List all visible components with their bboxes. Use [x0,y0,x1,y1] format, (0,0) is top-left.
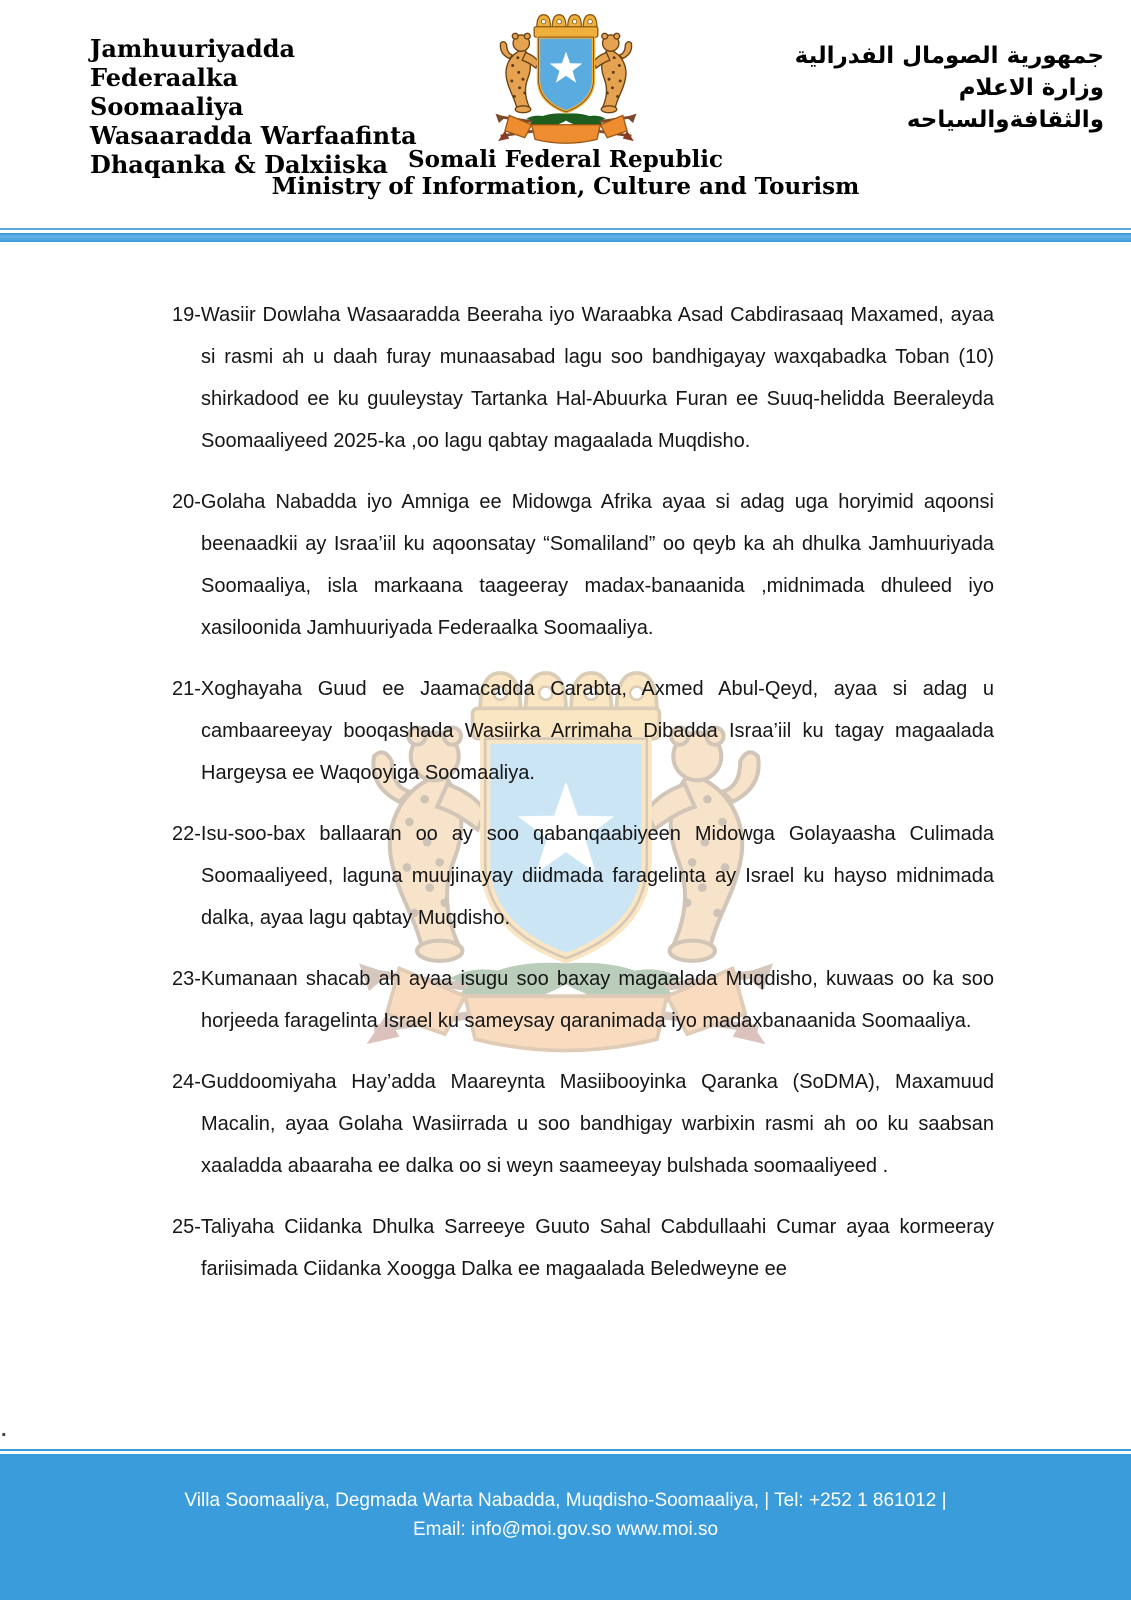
body-paragraph [172,958,994,1042]
arabic-line: والثقافةوالسياحه [906,107,1104,133]
paragraph-number: 23- [172,968,201,990]
paragraph-text: Wasiir Dowlaha Wasaaradda Beeraha iyo Waraabka Asad Cabdirasaaq Maxamed, ayaa si rasmi ah u daah furay munaasabad lagu soo bandhigayay waxqabadka Toban (10) shirkadood ee ku guuleystay Tartanka Hal-Abuurka Furan ee Suuq-helidda Beeraleyda Soomaaliyeed 2025-ka ,oo lagu qabtay magaalada Muqdisho. [200,304,994,452]
arabic-line: وزارة الاعلام [958,75,1104,101]
ministry-name-arabic [704,40,1104,136]
footer-divider-line [0,1449,1131,1451]
body-paragraph [172,481,994,649]
somalia-coat-of-arms-emblem [480,10,652,157]
ministry-name-line: Dhaqanka & Dalxiiska [90,150,388,179]
ministry-name-line: Jamhuuriyadda Federaalka [90,34,296,92]
paragraph-number: 19- [172,304,201,326]
paragraph-number: 24- [172,1071,201,1093]
paragraph-text: Guddoomiyaha Hay’adda Maareynta Masiibooyinka Qaranka (SoDMA), Maxamuud Macalin, ayaa Golaha Wasiirrada u soo bandhigay warbixin rasmi ah oo ku saabsan xaaladda abaaraha ee dalka oo si weyn saameeyay bulshada soomaaliyeed . [200,1071,994,1177]
paragraph-text: Golaha Nabadda iyo Amniga ee Midowga Afrika ayaa si adag uga horyimid aqoonsi beenaadkii ay Israa’iil ku aqoonsatay “Somaliland” oo qeyb ka ah dhulka Jamhuuriyada Soomaaliya, isla markaana taageeray madax-banaanida ,midnimada dhuleed iyo xasiloonida Jamhuuriyada Federaalka Soomaaliya. [200,491,994,639]
ministry-name-line: Soomaaliya [90,92,244,121]
header-divider-thin [0,228,1131,230]
paragraph-text: Xoghayaha Guud ee Jaamacadda Carabta, Axmed Abul-Qeyd, ayaa si adag u cambaareeyay booqashada Wasiirka Arrimaha Dibadda Israa’iil ku tagay magaalada Hargeysa ee Waqooyiga Soomaaliya. [200,678,994,784]
footer-contact-line: Email: info@moi.gov.so www.moi.so [412,1519,719,1540]
document-body [172,294,994,1309]
paragraph-number: 21- [172,678,201,700]
footer [0,1454,1131,1600]
body-paragraph [172,813,994,939]
paragraph-number: 25- [172,1216,201,1238]
ministry-title: Ministry of Information, Culture and Tourism [271,173,860,200]
stray-period-mark: . [1,1419,7,1441]
paragraph-text: Isu-soo-bax ballaaran oo ay soo qabanqaabiyeen Midowga Golayaasha Culimada Soomaaliyeed, laguna muujinayay diidmada faragelinta ay Israel ku hayso midnimada dalka, ayaa lagu qabtay Muqdisho. [200,823,994,929]
body-paragraph [172,294,994,462]
republic-title: Somali Federal Republic [408,146,723,173]
paragraph-text: Taliyaha Ciidanka Dhulka Sarreeye Guuto Sahal Cabdullaahi Cumar ayaa kormeeray fariisimada Ciidanka Xoogga Dalka ee magaalada Beledweyne ee [200,1216,994,1280]
arabic-line: جمهورية الصومال الفدرالية [794,43,1104,69]
body-paragraph [172,1061,994,1187]
header-divider-thick [0,233,1131,242]
body-paragraph [172,1206,994,1290]
paragraph-text: Kumanaan shacab ah ayaa isugu soo baxay magaalada Muqdisho, kuwaas oo ka soo horjeeda faragelinta Israel ku sameysay qaranimada iyo madaxbanaanida Soomaaliya. [200,968,994,1032]
paragraph-number: 20- [172,491,201,513]
paragraph-number: 22- [172,823,201,845]
footer-address-line: Villa Soomaaliya, Degmada Warta Nabadda, Muqdisho-Soomaaliya, | Tel: +252 1 861012 | [184,1490,947,1511]
ministry-name-line: Wasaaradda Warfaafinta [90,121,417,150]
body-paragraph [172,668,994,794]
